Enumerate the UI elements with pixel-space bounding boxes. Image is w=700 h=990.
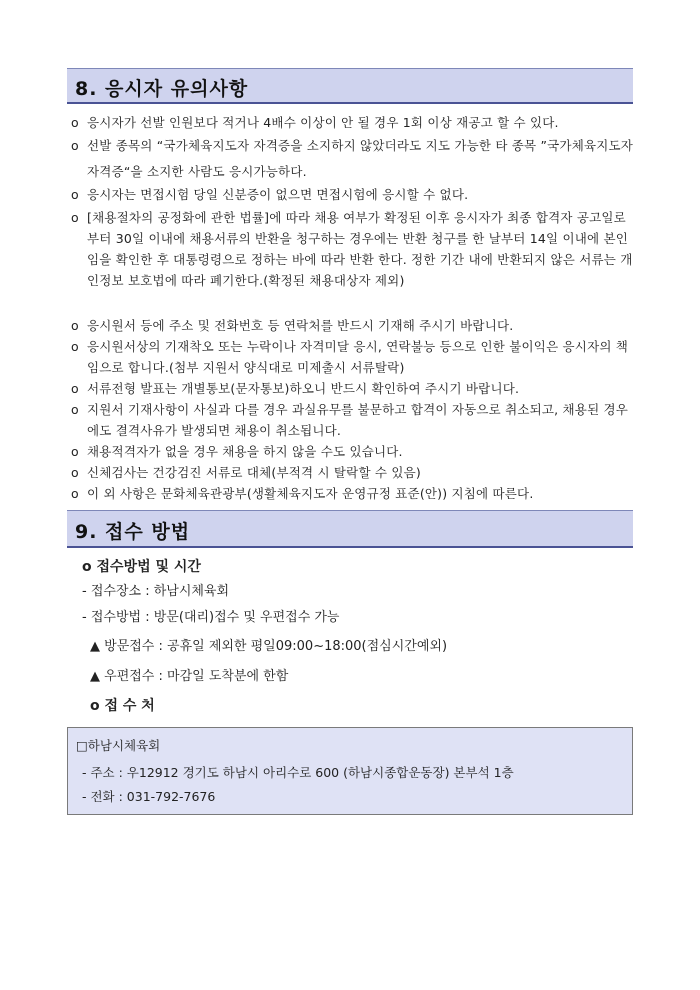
list-item: o 응시원서상의 기재착오 또는 누락이나 자격미달 응시, 연락불능 등으로 인한 불이익은 응시자의 책임으로 합니다.(첨부 지원서 양식대로 미제출시 서류탈락) (71, 339, 629, 375)
list-item: o 서류전형 발표는 개별통보(문자통보)하오니 반드시 확인하여 주시기 바랍니다. (71, 381, 520, 396)
reception-method: - 접수방법 : 방문(대리)접수 및 우편접수 가능 (82, 610, 340, 625)
contact-box (67, 727, 633, 815)
list-item: o 신체검사는 건강검진 서류로 대체(부적격 시 탈락할 수 있음) (71, 465, 421, 480)
list-item: o 채용적격자가 없을 경우 채용을 하지 않을 수도 있습니다. (71, 444, 403, 459)
method-heading: o 접수방법 및 시간 (82, 559, 201, 575)
list-item: o 이 외 사항은 문화체육관광부(생활체육지도자 운영규정 표준(안)) 지침에 따른다. (71, 486, 534, 501)
phone: - 전화 : 031-792-7676 (82, 789, 216, 804)
org-name: □하남시체육회 (76, 738, 161, 753)
list-item: o [채용절차의 공정화에 관한 법률]에 따라 채용 여부가 확정된 이후 응시자가 최종 합격자 공고일로부터 30일 이내에 채용서류의 반환을 청구하는 경우에는 반환 청구를 한 날부터 14일 이내에 본인임을 확인한 후 대통령령으로 정하는 바에 따라 반환 한다. 정한 기간 내에 반환되지 않은 서류는 개인정보 보호법에 따라 폐기한다.(확정된 채용대상자 제외) (71, 210, 633, 288)
list-item: o 응시원서 등에 주소 및 전화번호 등 연락처를 반드시 기재해 주시기 바랍니다. (71, 318, 514, 333)
list-item: o 지원서 기재사항이 사실과 다를 경우 과실유무를 불문하고 합격이 자동으로 취소되고, 채용된 경우에도 결격사유가 발생되면 채용이 취소됩니다. (71, 402, 629, 438)
address: - 주소 : 우12912 경기도 하남시 아리수로 600 (하남시종합운동장) 본부석 1층 (82, 765, 514, 780)
section-9-title: 9. 접수 방법 (75, 521, 191, 543)
section-8-title: 8. 응시자 유의사항 (75, 78, 249, 100)
reception-place: - 접수장소 : 하남시체육회 (82, 584, 230, 599)
section-8-header (67, 68, 633, 104)
visit-reception: ▲ 방문접수 : 공휴일 제외한 평일09:00~18:00(점심시간예외) (90, 639, 448, 654)
list-item: o 응시자가 선발 인원보다 적거나 4배수 이상이 안 될 경우 1회 이상 재공고 할 수 있다. (71, 115, 559, 130)
section-9-header (67, 510, 633, 548)
list-item: o 응시자는 면접시험 당일 신분증이 없으면 면접시험에 응시할 수 없다. (71, 187, 469, 202)
post-reception: ▲ 우편접수 : 마감일 도착분에 한함 (90, 669, 289, 684)
list-item: o 선발 종목의 “국가체육지도자 자격증을 소지하지 않았더라도 지도 가능한 타 종목 ”국가체육지도자 자격증“을 소지한 사람도 응시가능하다. (71, 138, 634, 179)
reception-office-heading: o 접 수 처 (90, 698, 155, 714)
